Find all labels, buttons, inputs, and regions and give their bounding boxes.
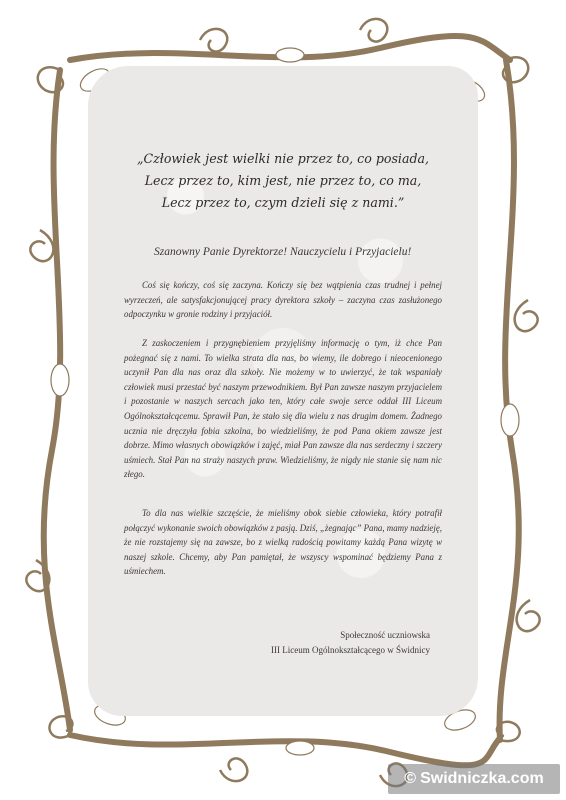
copyright-icon: © bbox=[404, 770, 417, 787]
signature-line: III Liceum Ogólnokształcącego w Świdnicy bbox=[271, 644, 430, 655]
watermark bbox=[388, 764, 560, 794]
letter-paragraph: To dla nas wielkie szczęście, że mieliśmy obok siebie człowieka, który potrafił połączyć wykonanie swoich obowiązków z pasją. Dziś, „żegnając” Pana, mamy nadzieję, że nie rozstajemy się na zawsze, bo z wielką radością powitamy każdą Pana wizytę w naszej szkole. Chcemy, aby Pan pamiętał, że wszyscy wspominać będziemy Pana z uśmiechem. bbox=[124, 508, 442, 577]
signature-line: Społeczność uczniowska bbox=[340, 630, 430, 640]
quote-line: Lecz przez to, kim jest, nie przez to, co ma, bbox=[144, 173, 422, 188]
letter-paragraph: Coś się kończy, coś się zaczyna. Kończy się bez wątpienia czas trudnej i pełnej wyrzeczeń, ale satysfakcjonującej pracy dyrektora szkoły – zaczyna czas zasłużonego odpoczynku w gronie rodziny i przyjaciół. bbox=[124, 280, 442, 320]
greeting: Szanowny Panie Dyrektorze! Nauczycielu i Przyjacielu! bbox=[154, 246, 412, 258]
motto-quote bbox=[120, 148, 446, 214]
signature bbox=[271, 628, 430, 657]
quote-line: „Człowiek jest wielki nie przez to, co posiada, bbox=[136, 151, 430, 166]
watermark-text: Swidniczka.com bbox=[420, 770, 544, 787]
letter-paragraph: Z zaskoczeniem i przygnębieniem przyjęliśmy informację o tym, iż chce Pan pożegnać się z nami. To wielka strata dla nas, bo wiemy, ile dobrego i nieocenionego uczynił Pan dla nas oraz dla szkoły. Nie możemy w to uwierzyć, że tak wspaniały człowiek musi przestać być naszym przewodnikiem. Był Pan zawsze naszym przyjacielem i pozostanie w naszych sercach jako ten, który całe swoje serce oddał III Liceum Ogólnokształcącemu. Sprawił Pan, że stało się dla wielu z nas drugim domem. Żadnego ucznia nie dręczyła fobia szkolna, bo wiedzieliśmy, że pod Pana okiem zawsze jest dobrze. Mimo własnych obowiązków i zajęć, miał Pan zawsze dla nas serdeczny i szczery uśmiech. Stał Pan na straży naszych praw. Wiedzieliśmy, że nigdy nie stanie się nam nic złego. bbox=[124, 338, 442, 480]
quote-line: Lecz przez to, czym dzieli się z nami.” bbox=[161, 195, 405, 210]
